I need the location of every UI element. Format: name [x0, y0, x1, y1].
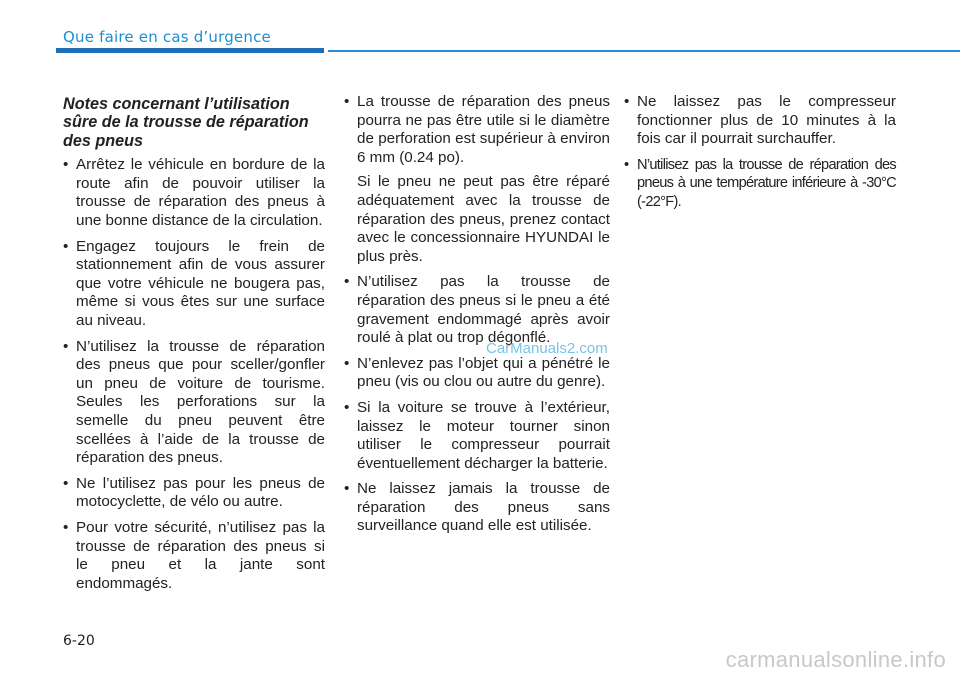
bullet-list-2b [344, 273, 610, 536]
list-item: • Ne laissez jamais la trousse de réparation des pneus sans surveillance quand elle est utilisée. [344, 480, 610, 536]
list-item: • Pour votre sécurité, n’utilisez pas la trousse de réparation des pneus si le pneu et la jante sont endommagés. [63, 519, 325, 593]
list-item-paragraph: Si le pneu ne peut pas être réparé adéquatement avec la trousse de réparation des pneus, prenez contact avec le concessionnaire HYUNDAI le plus près. [357, 173, 610, 265]
list-item: • Ne laissez pas le compresseur fonctionner plus de 10 minutes à la fois car il pourrait surchauffer. [624, 93, 896, 149]
column-1 [63, 95, 325, 600]
header-rule [328, 50, 960, 52]
list-item: • N’utilisez pas la trousse de réparation des pneus à une température inférieure à -30°C (-22°F). [624, 156, 896, 212]
list-item: • La trousse de réparation des pneus pourra ne pas être utile si le diamètre de perforation est supérieur à environ 6 mm (0.24 po). [344, 93, 610, 167]
watermark-text: CarManuals2.com [486, 340, 608, 357]
page-number: 6-20 [63, 633, 95, 649]
section-title: Notes concernant l’utilisation sûre de la trousse de réparation des pneus [63, 95, 309, 150]
column-2 [344, 93, 610, 543]
section-header-title: Que faire en cas d’urgence [63, 28, 271, 46]
column-3 [624, 93, 896, 219]
bullet-list-2 [344, 93, 610, 167]
list-item: • N’utilisez pas la trousse de réparation des pneus si le pneu a été gravement endommagé après avoir roulé à plat ou trop dégonflé. [344, 273, 610, 347]
list-item: • N’enlevez pas l’objet qui a pénétré le pneu (vis ou clou ou autre du genre). [344, 355, 610, 392]
list-item: • Ne l’utilisez pas pour les pneus de motocyclette, de vélo ou autre. [63, 475, 325, 512]
list-item: • N’utilisez la trousse de réparation des pneus que pour sceller/gonfler un pneu de voiture de tourisme. Seules les perforations sur la semelle du pneu peuvent être scellées à l’aide de la trousse de réparation des pneus. [63, 338, 325, 468]
list-item: • Engagez toujours le frein de stationnement afin de vous assurer que votre véhicule ne bougera pas, même si vous êtes sur une surface au niveau. [63, 238, 325, 331]
list-item: • Arrêtez le véhicule en bordure de la route afin de pouvoir utiliser la trousse de réparation des pneus à une bonne distance de la circulation. [63, 156, 325, 230]
bullet-list-1 [63, 156, 325, 593]
header-accent-bar [56, 48, 324, 53]
footer-watermark: carmanualsonline.info [725, 647, 946, 672]
list-item: • Si la voiture se trouve à l’extérieur, laissez le moteur tourner sinon utiliser le compresseur pourrait éventuellement décharger la batterie. [344, 399, 610, 473]
bullet-list-3 [624, 93, 896, 212]
